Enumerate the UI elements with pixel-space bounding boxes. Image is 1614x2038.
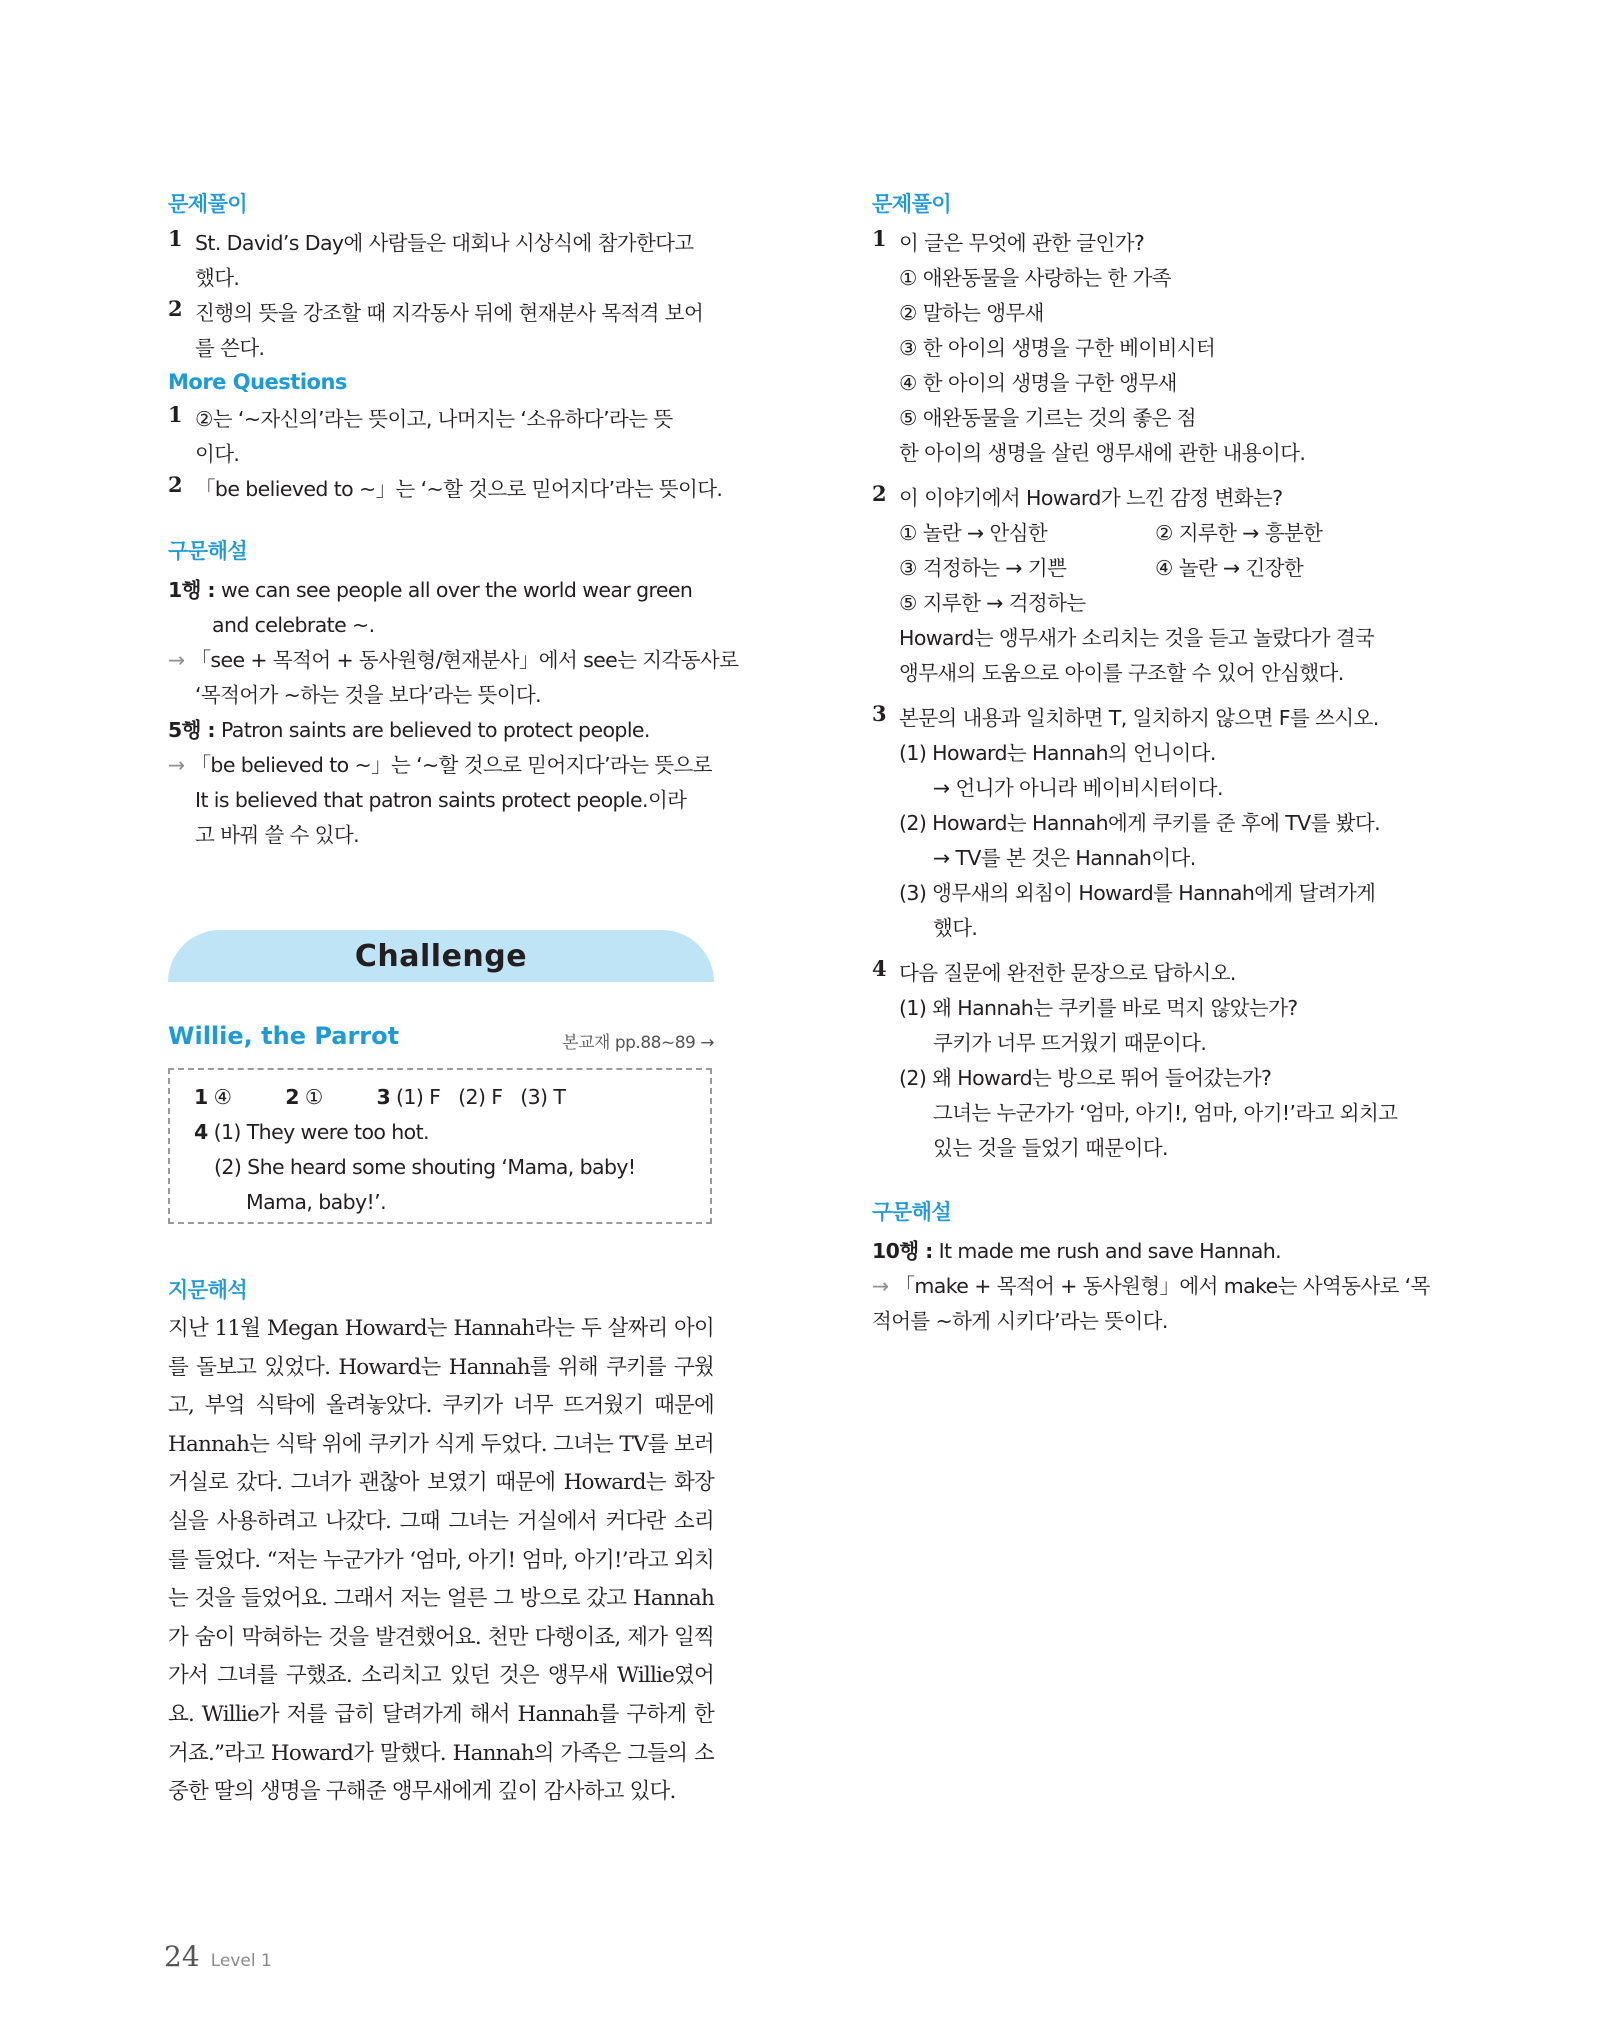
statement: (1) Howard는 Hannah의 언니이다. xyxy=(899,741,1216,765)
option: ② 지루한 → 흥분한 xyxy=(1155,521,1323,545)
answer-text: 쿠키가 너무 뜨거웠기 때문이다. xyxy=(933,1031,1207,1055)
option: ① 놀란 → 안심한 xyxy=(899,521,1048,545)
note-text: 「make + 목적어 + 동사원형」에서 make는 사역동사로 ‘목 xyxy=(894,1274,1430,1298)
line-label: 10행 : xyxy=(872,1239,933,1263)
question-text: 이 이야기에서 Howard가 느낀 감정 변화는? xyxy=(899,486,1283,510)
translation-section xyxy=(168,1274,714,1812)
question-text: 본문의 내용과 일치하면 T, 일치하지 않으면 F를 쓰시오. xyxy=(899,706,1379,730)
arrow-icon: → xyxy=(168,648,185,672)
explanation: → 언니가 아니라 베이비시터이다. xyxy=(933,776,1223,800)
syntax-line xyxy=(168,713,714,748)
explanation: Howard는 앵무새가 소리치는 것을 듣고 놀랐다가 결국 xyxy=(899,626,1375,650)
item-text: 했다. xyxy=(195,266,240,290)
statement: 했다. xyxy=(933,916,978,940)
question-1 xyxy=(872,226,1418,471)
statement: (3) 앵무새의 외침이 Howard를 Hannah에게 달려가게 xyxy=(899,881,1376,905)
syntax-sentence: and celebrate ~. xyxy=(212,613,375,637)
item-text: 진행의 뜻을 강조할 때 지각동사 뒤에 현재분사 목적격 보어 xyxy=(195,301,704,325)
question-number: 3 xyxy=(872,701,887,726)
option: ④ 놀란 → 긴장한 xyxy=(1155,556,1304,580)
option-row xyxy=(899,516,1418,551)
question-4 xyxy=(872,956,1418,1166)
item-text: ②는 ‘~자신의’라는 뜻이고, 나머지는 ‘소유하다’라는 뜻 xyxy=(195,407,673,431)
answer-row xyxy=(194,1080,710,1115)
item-text: St. David’s Day에 사람들은 대회나 시상식에 참가한다고 xyxy=(195,231,694,255)
item-text: 를 쓴다. xyxy=(195,336,265,360)
statement: (2) Howard는 Hannah에게 쿠키를 준 후에 TV를 봤다. xyxy=(899,811,1381,835)
syntax-note xyxy=(168,643,739,678)
arrow-icon: → xyxy=(168,753,185,777)
item-number: 1 xyxy=(168,226,183,251)
list-item xyxy=(168,472,723,507)
list-item xyxy=(168,226,714,296)
item-text: 이다. xyxy=(195,442,240,466)
section-title-problem-solving: 문제풀이 xyxy=(872,192,952,216)
sub-question: (2) 왜 Howard는 방으로 뛰어 들어갔는가? xyxy=(899,1066,1272,1090)
section-title-more-questions: More Questions xyxy=(168,370,347,394)
item-number: 2 xyxy=(168,472,183,497)
answer-value: (1) F (2) F (3) T xyxy=(396,1085,566,1109)
syntax-line xyxy=(872,1234,1418,1269)
explanation: 한 아이의 생명을 살린 앵무새에 관한 내용이다. xyxy=(899,441,1306,465)
question-3 xyxy=(872,701,1418,946)
story-title: Willie, the Parrot xyxy=(168,1022,400,1050)
note-text: ‘목적어가 ~하는 것을 보다’라는 뜻이다. xyxy=(195,683,542,707)
syntax-sentence: It made me rush and save Hannah. xyxy=(938,1239,1281,1263)
syntax-note xyxy=(872,1269,1430,1304)
syntax-line xyxy=(168,573,714,608)
answer-number: 3 xyxy=(376,1085,391,1109)
answer-row xyxy=(194,1115,710,1150)
level-label: Level 1 xyxy=(210,1951,272,1971)
option-row xyxy=(899,551,1418,586)
translation-text: 지난 11월 Megan Howard는 Hannah라는 두 살짜리 아이를 돌보고 있었다. Howard는 Hannah를 위해 쿠키를 구웠고, 부엌 식탁에 올려놓았다. 쿠키가 너무 뜨거웠기 때문에 Hannah는 식탁 위에 쿠키가 식게 두었다. 그녀는 TV를 보러 거실로 갔다. 그녀가 괜찮아 보였기 때문에 Howard는 화장실을 사용하려고 나갔다. 그때 그녀는 거실에서 커다란 소리를 들었다. “저는 누군가가 ‘엄마, 아기! 엄마, 아기!’라고 외치는 것을 들었어요. 그래서 저는 얼른 그 방으로 갔고 Hannah가 숨이 막혀하는 것을 발견했어요. 천만 다행이죠, 제가 일찍가서 그녀를 구했죠. 소리치고 있던 것은 앵무새 Willie였어요. Willie가 저를 급히 달려가게 해서 Hannah를 구하게 한 거죠.”라고 Howard가 말했다. Hannah의 가족은 그들의 소중한 딸의 생명을 구해준 앵무새에게 깊이 감사하고 있다. xyxy=(168,1316,714,1805)
option: ② 말하는 앵무새 xyxy=(899,301,1044,325)
answer-value: ① xyxy=(304,1085,323,1109)
question-number: 1 xyxy=(872,226,887,251)
answer-number: 2 xyxy=(285,1085,299,1109)
note-text: 「see + 목적어 + 동사원형/현재분사」에서 see는 지각동사로 xyxy=(190,648,739,672)
option: ⑤ 지루한 → 걱정하는 xyxy=(899,591,1086,615)
section-title-translation: 지문해석 xyxy=(168,1278,248,1302)
story-header xyxy=(168,1022,714,1056)
option: ① 애완동물을 사랑하는 한 가족 xyxy=(899,266,1171,290)
answer-value: ④ xyxy=(213,1085,232,1109)
answer-text: 그녀는 누군가가 ‘엄마, 아기!, 엄마, 아기!’라고 외치고 xyxy=(933,1101,1398,1125)
list-item xyxy=(168,402,714,472)
question-2 xyxy=(872,481,1418,691)
question-text: 이 글은 무엇에 관한 글인가? xyxy=(899,231,1145,255)
page-footer xyxy=(164,1940,272,1973)
note-text: It is believed that patron saints protect people.이라 xyxy=(195,788,687,812)
item-number: 1 xyxy=(168,402,183,427)
explanation: → TV를 본 것은 Hannah이다. xyxy=(933,846,1196,870)
syntax-note xyxy=(168,748,714,783)
challenge-title: Challenge xyxy=(354,938,528,974)
syntax-sentence: we can see people all over the world wear green xyxy=(220,578,693,602)
textbook-reference xyxy=(562,1028,714,1053)
option: ④ 한 아이의 생명을 구한 앵무새 xyxy=(899,371,1177,395)
section-title-syntax: 구문해설 xyxy=(872,1200,952,1224)
syntax-sentence: Patron saints are believed to protect people. xyxy=(220,718,650,742)
note-text: 「be believed to ~」는 ‘~할 것으로 믿어지다’라는 뜻으로 xyxy=(190,753,712,777)
section-title-syntax: 구문해설 xyxy=(168,539,248,563)
list-item xyxy=(168,296,714,366)
arrow-icon: → xyxy=(872,1274,889,1298)
line-label: 1행 : xyxy=(168,578,216,602)
question-number: 2 xyxy=(872,481,887,506)
arrow-right-icon: → xyxy=(700,1033,714,1053)
page-number: 24 xyxy=(164,1940,200,1973)
answer-value: (2) She heard some shouting ‘Mama, baby! xyxy=(214,1155,636,1179)
answer-value: Mama, baby!’. xyxy=(246,1190,386,1214)
explanation: 앵무새의 도움으로 아이를 구조할 수 있어 안심했다. xyxy=(899,661,1344,685)
left-column xyxy=(168,188,739,853)
reference-text: 본교재 pp.88~89 xyxy=(562,1033,696,1053)
answer-number: 4 xyxy=(194,1120,208,1144)
sub-question: (1) 왜 Hannah는 쿠키를 바로 먹지 않았는가? xyxy=(899,996,1298,1020)
note-text: 고 바꿔 쓸 수 있다. xyxy=(195,823,360,847)
right-column xyxy=(872,188,1430,1339)
answer-box xyxy=(168,1068,712,1224)
section-title-problem-solving: 문제풀이 xyxy=(168,192,248,216)
option: ⑤ 애완동물을 기르는 것의 좋은 점 xyxy=(899,406,1196,430)
answer-number: 1 xyxy=(194,1085,208,1109)
option: ③ 한 아이의 생명을 구한 베이비시터 xyxy=(899,336,1216,360)
option: ③ 걱정하는 → 기쁜 xyxy=(899,556,1067,580)
challenge-banner xyxy=(168,930,714,982)
item-text: 「be believed to ~」는 ‘~할 것으로 믿어지다’라는 뜻이다. xyxy=(195,477,723,501)
item-number: 2 xyxy=(168,296,183,321)
question-text: 다음 질문에 완전한 문장으로 답하시오. xyxy=(899,961,1236,985)
answer-value: (1) They were too hot. xyxy=(213,1120,429,1144)
answer-text: 있는 것을 들었기 때문이다. xyxy=(933,1136,1168,1160)
line-label: 5행 : xyxy=(168,718,216,742)
note-text: 적어를 ~하게 시키다’라는 뜻이다. xyxy=(872,1309,1168,1333)
question-number: 4 xyxy=(872,956,887,981)
